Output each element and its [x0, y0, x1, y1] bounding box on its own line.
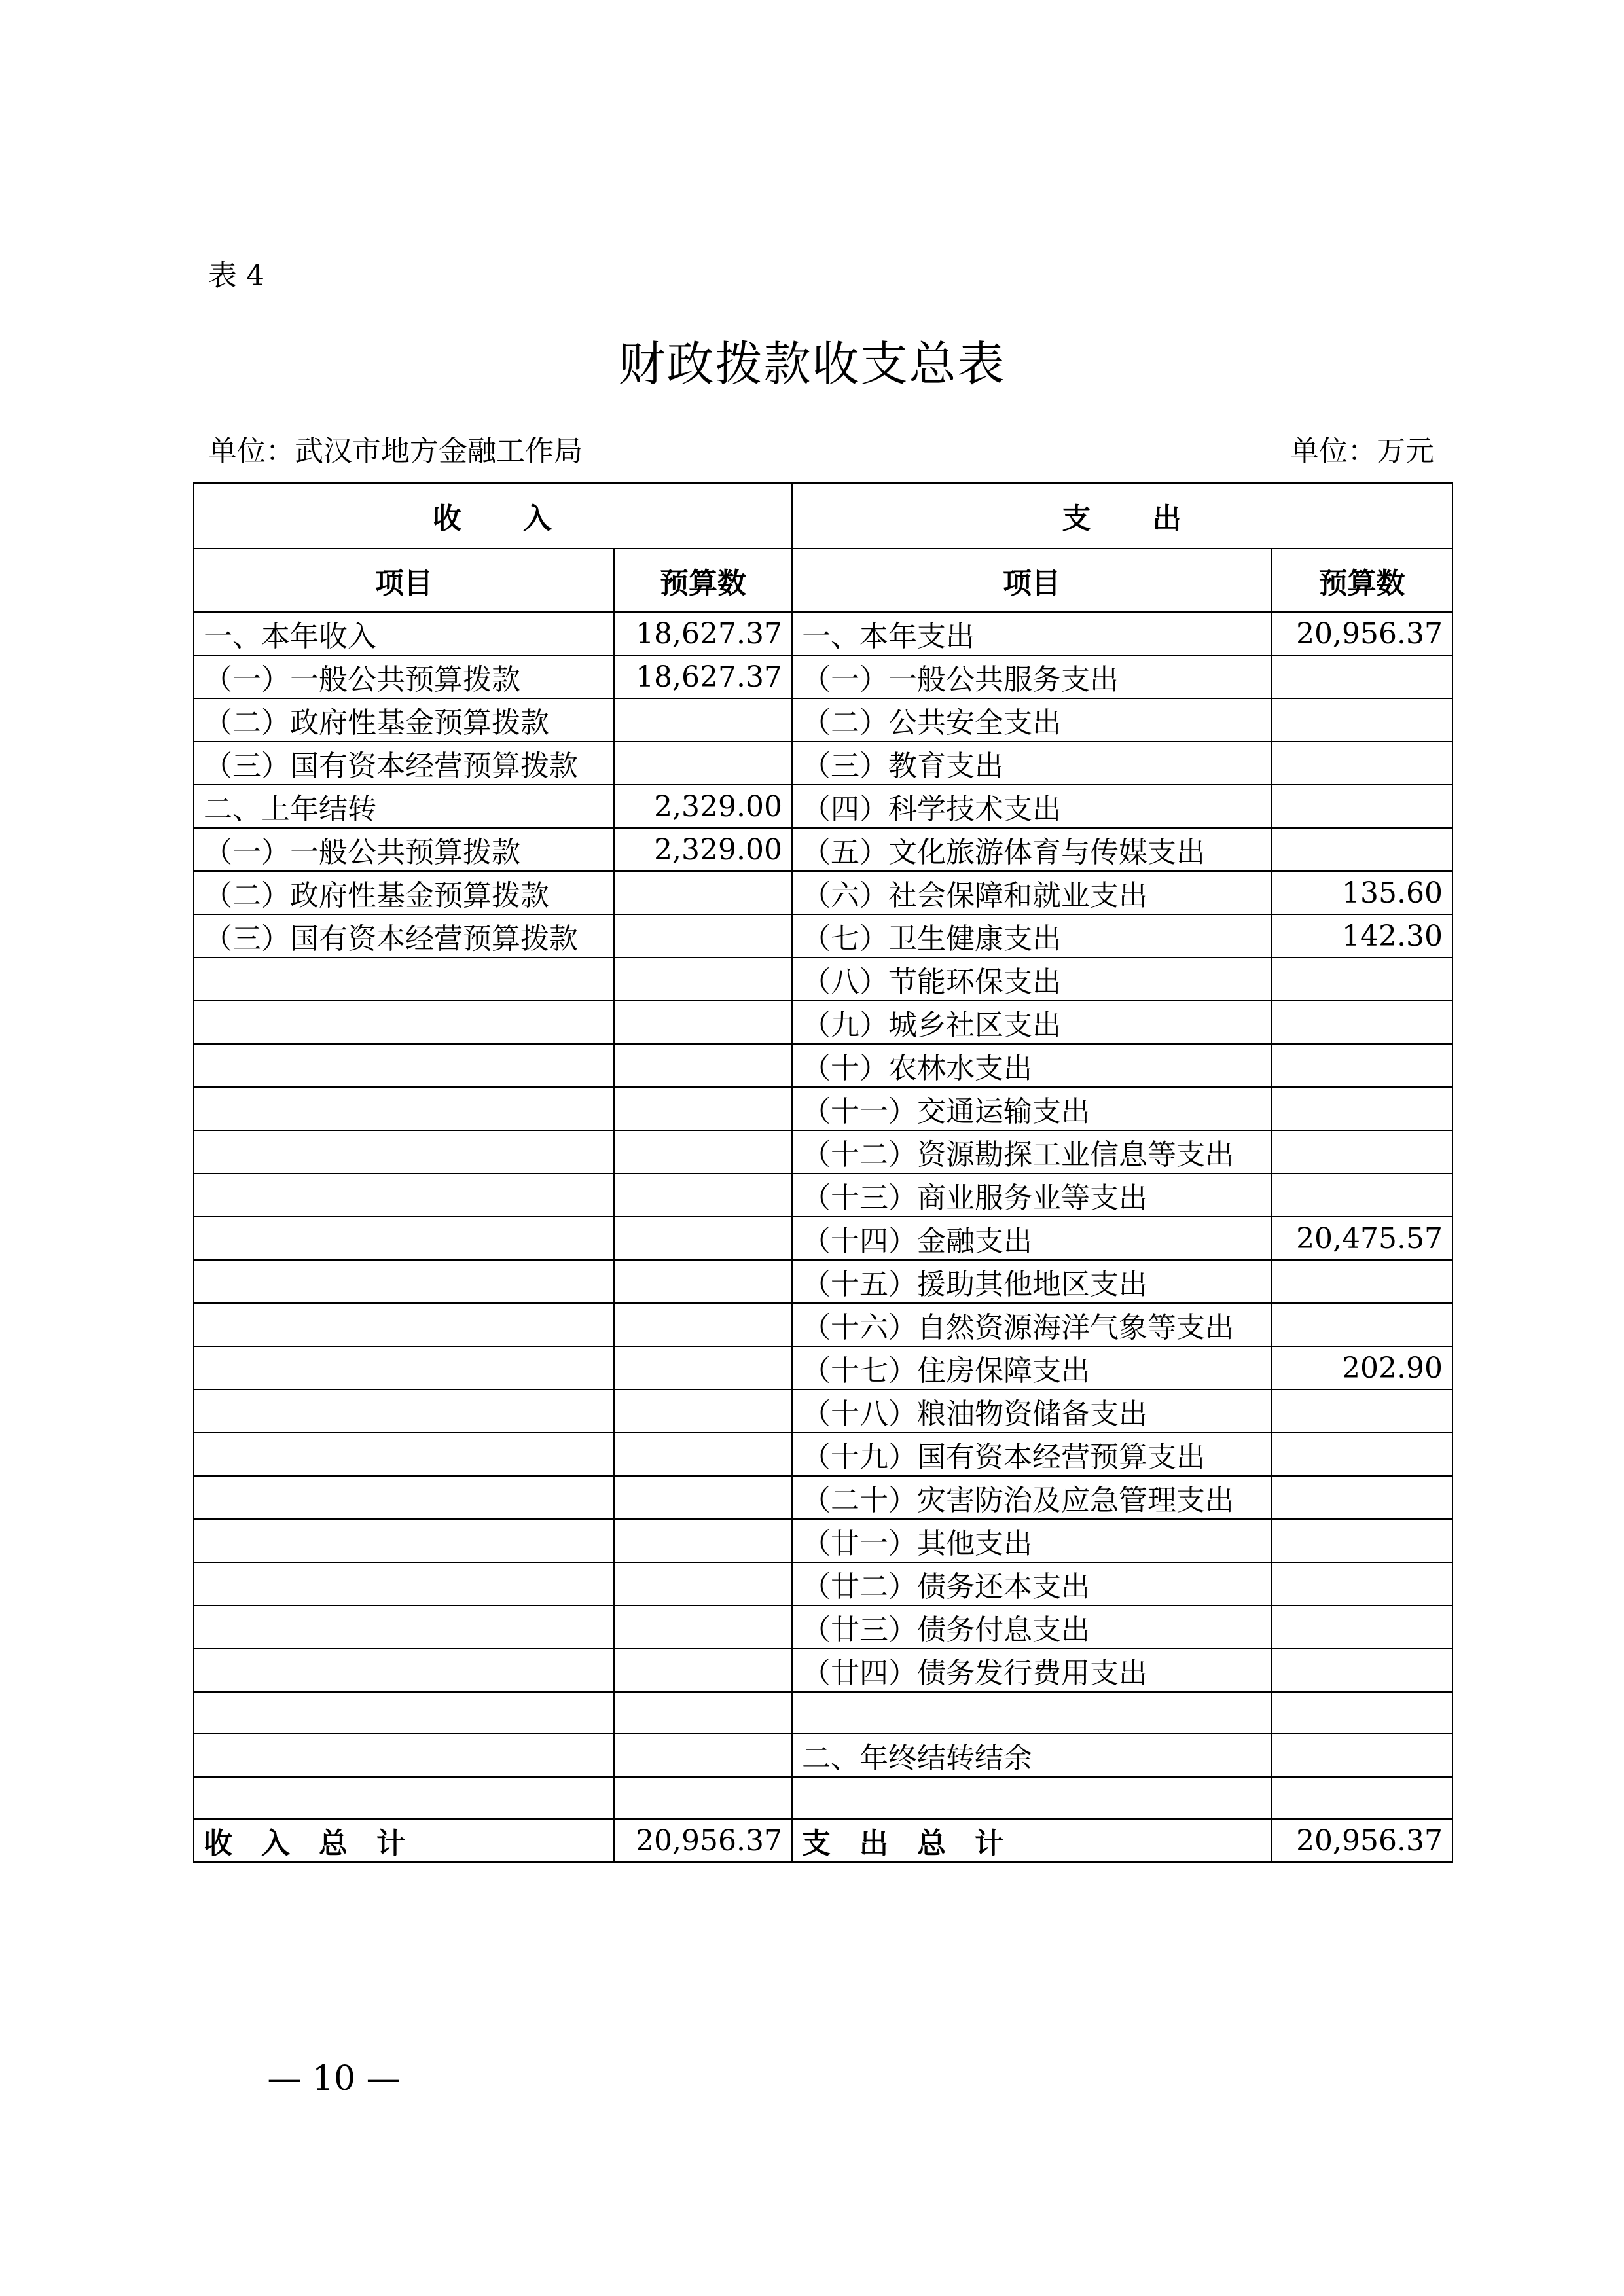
income-amount-cell [614, 1390, 792, 1433]
expense-amount-cell [1271, 1562, 1453, 1605]
expense-total-amount: 20,956.37 [1271, 1819, 1453, 1862]
income-amount-cell [614, 698, 792, 742]
expense-item-cell: （十七）住房保障支出 [792, 1346, 1271, 1390]
income-amount-cell [614, 1130, 792, 1174]
table-row [194, 1087, 1453, 1130]
income-section-header: 收 入 [194, 483, 792, 548]
income-amount-cell [614, 1260, 792, 1303]
table-row [194, 1001, 1453, 1044]
table-row [194, 1519, 1453, 1562]
income-amount-cell [614, 1692, 792, 1734]
table-row [194, 655, 1453, 698]
expense-amount-cell [1271, 1044, 1453, 1087]
expense-item-cell: （五）文化旅游体育与传媒支出 [792, 828, 1271, 871]
expense-item-cell: （十八）粮油物资储备支出 [792, 1390, 1271, 1433]
expense-amount-cell [1271, 785, 1453, 828]
expense-item-header: 项目 [792, 548, 1271, 612]
income-amount-cell [614, 1433, 792, 1476]
income-amount-cell [614, 1519, 792, 1562]
income-amount-cell [614, 1777, 792, 1819]
income-amount-cell [614, 958, 792, 1001]
currency-unit: 单位：万元 [1290, 435, 1434, 468]
expense-amount-cell [1271, 1303, 1453, 1346]
expense-item-cell: 二、年终结转结余 [792, 1734, 1271, 1777]
table-row [194, 698, 1453, 742]
income-total-label: 收 入 总 计 [194, 1819, 614, 1862]
table-row [194, 1346, 1453, 1390]
table-row [194, 1649, 1453, 1692]
income-amount-cell [614, 914, 792, 958]
table-row [194, 958, 1453, 1001]
table-row [194, 612, 1453, 655]
expense-amount-cell [1271, 1174, 1453, 1217]
expense-amount-cell [1271, 1130, 1453, 1174]
income-item-cell [194, 1519, 614, 1562]
expense-amount-cell [1271, 1734, 1453, 1777]
table-row [194, 1174, 1453, 1217]
expense-amount-cell [1271, 1777, 1453, 1819]
income-item-cell [194, 1692, 614, 1734]
income-item-cell [194, 1130, 614, 1174]
income-amount-cell [614, 742, 792, 785]
income-amount-cell [614, 1346, 792, 1390]
income-item-cell [194, 1734, 614, 1777]
table-row [194, 1390, 1453, 1433]
income-amount-cell [614, 1649, 792, 1692]
income-amount-cell [614, 1001, 792, 1044]
income-item-cell: （二）政府性基金预算拨款 [194, 871, 614, 914]
income-amount-cell [614, 871, 792, 914]
income-item-cell [194, 1562, 614, 1605]
expense-item-cell: （二十）灾害防治及应急管理支出 [792, 1476, 1271, 1519]
table-row [194, 1433, 1453, 1476]
income-amount-cell [614, 1605, 792, 1649]
expense-item-cell: （一）一般公共服务支出 [792, 655, 1271, 698]
income-item-cell: （三）国有资本经营预算拨款 [194, 742, 614, 785]
income-item-cell: （二）政府性基金预算拨款 [194, 698, 614, 742]
income-amount-cell [614, 1303, 792, 1346]
expense-item-cell: （三）教育支出 [792, 742, 1271, 785]
income-item-header: 项目 [194, 548, 614, 612]
expense-amount-cell [1271, 958, 1453, 1001]
income-item-cell [194, 1303, 614, 1346]
income-amount-cell [614, 1562, 792, 1605]
income-amount-cell [614, 1174, 792, 1217]
income-total-amount: 20,956.37 [614, 1819, 792, 1862]
expense-amount-cell [1271, 742, 1453, 785]
income-item-cell [194, 1044, 614, 1087]
expense-amount-cell [1271, 1001, 1453, 1044]
expense-item-cell: （六）社会保障和就业支出 [792, 871, 1271, 914]
table-row [194, 785, 1453, 828]
table-row [194, 1777, 1453, 1819]
income-amount-cell [614, 1476, 792, 1519]
expense-amount-cell [1271, 698, 1453, 742]
income-item-cell [194, 1476, 614, 1519]
expense-amount-cell [1271, 1087, 1453, 1130]
income-item-cell [194, 1217, 614, 1260]
income-item-cell [194, 1260, 614, 1303]
income-item-cell [194, 1605, 614, 1649]
section-header-row [194, 483, 1453, 548]
page-title: 财政拨款收支总表 [618, 336, 1006, 391]
table-row [194, 1130, 1453, 1174]
column-header-row [194, 548, 1453, 612]
expense-item-cell: （廿二）债务还本支出 [792, 1562, 1271, 1605]
expense-item-cell: （廿四）债务发行费用支出 [792, 1649, 1271, 1692]
table-row [194, 1562, 1453, 1605]
expense-amount-cell [1271, 1692, 1453, 1734]
income-item-cell: 二、上年结转 [194, 785, 614, 828]
expense-item-cell: （十四）金融支出 [792, 1217, 1271, 1260]
expense-amount-cell: 135.60 [1271, 871, 1453, 914]
table-row [194, 1476, 1453, 1519]
expense-item-cell: （十九）国有资本经营预算支出 [792, 1433, 1271, 1476]
income-amount-cell: 18,627.37 [614, 612, 792, 655]
expense-amount-header: 预算数 [1271, 548, 1453, 612]
expense-amount-cell [1271, 1260, 1453, 1303]
table-row [194, 1260, 1453, 1303]
income-amount-cell: 2,329.00 [614, 828, 792, 871]
expense-amount-cell [1271, 1649, 1453, 1692]
expense-item-cell: 一、本年支出 [792, 612, 1271, 655]
table-number: 表 4 [208, 259, 264, 293]
income-amount-cell [614, 1044, 792, 1087]
table-row [194, 914, 1453, 958]
expense-amount-cell [1271, 1605, 1453, 1649]
income-item-cell [194, 958, 614, 1001]
income-amount-cell [614, 1087, 792, 1130]
income-amount-header: 预算数 [614, 548, 792, 612]
income-amount-cell [614, 1734, 792, 1777]
expense-total-label: 支 出 总 计 [792, 1819, 1271, 1862]
expense-item-cell [792, 1692, 1271, 1734]
expense-item-cell: （十二）资源勘探工业信息等支出 [792, 1130, 1271, 1174]
expense-item-cell [792, 1777, 1271, 1819]
income-amount-cell [614, 1217, 792, 1260]
table-row [194, 828, 1453, 871]
income-amount-cell: 2,329.00 [614, 785, 792, 828]
table-row [194, 1044, 1453, 1087]
total-row [194, 1819, 1453, 1862]
income-item-cell [194, 1346, 614, 1390]
expense-amount-cell [1271, 1433, 1453, 1476]
expense-item-cell: （十六）自然资源海洋气象等支出 [792, 1303, 1271, 1346]
expense-amount-cell: 202.90 [1271, 1346, 1453, 1390]
table-row [194, 1217, 1453, 1260]
income-item-cell [194, 1174, 614, 1217]
income-item-cell: （一）一般公共预算拨款 [194, 828, 614, 871]
table-row [194, 742, 1453, 785]
expense-item-cell: （廿三）债务付息支出 [792, 1605, 1271, 1649]
expense-item-cell: （十五）援助其他地区支出 [792, 1260, 1271, 1303]
income-item-cell: （三）国有资本经营预算拨款 [194, 914, 614, 958]
page-number: — 10 — [267, 2059, 401, 2098]
expense-amount-cell [1271, 1390, 1453, 1433]
income-item-cell [194, 1649, 614, 1692]
income-item-cell: 一、本年收入 [194, 612, 614, 655]
expense-amount-cell: 20,475.57 [1271, 1217, 1453, 1260]
table-row [194, 1605, 1453, 1649]
budget-table [193, 482, 1453, 1863]
expense-amount-cell: 20,956.37 [1271, 612, 1453, 655]
expense-amount-cell [1271, 1476, 1453, 1519]
income-item-cell [194, 1390, 614, 1433]
expense-section-header: 支 出 [792, 483, 1453, 548]
income-item-cell [194, 1001, 614, 1044]
expense-item-cell: （十一）交通运输支出 [792, 1087, 1271, 1130]
expense-amount-cell: 142.30 [1271, 914, 1453, 958]
expense-item-cell: （八）节能环保支出 [792, 958, 1271, 1001]
expense-amount-cell [1271, 828, 1453, 871]
income-item-cell: （一）一般公共预算拨款 [194, 655, 614, 698]
expense-item-cell: （十）农林水支出 [792, 1044, 1271, 1087]
table-row [194, 871, 1453, 914]
table-row [194, 1692, 1453, 1734]
income-item-cell [194, 1087, 614, 1130]
expense-item-cell: （七）卫生健康支出 [792, 914, 1271, 958]
expense-amount-cell [1271, 655, 1453, 698]
expense-item-cell: （二）公共安全支出 [792, 698, 1271, 742]
expense-amount-cell [1271, 1519, 1453, 1562]
table-row [194, 1303, 1453, 1346]
expense-item-cell: （四）科学技术支出 [792, 785, 1271, 828]
expense-item-cell: （廿一）其他支出 [792, 1519, 1271, 1562]
expense-item-cell: （十三）商业服务业等支出 [792, 1174, 1271, 1217]
table-row [194, 1734, 1453, 1777]
income-item-cell [194, 1433, 614, 1476]
income-item-cell [194, 1777, 614, 1819]
income-amount-cell: 18,627.37 [614, 655, 792, 698]
expense-item-cell: （九）城乡社区支出 [792, 1001, 1271, 1044]
organization-unit: 单位：武汉市地方金融工作局 [208, 435, 583, 468]
